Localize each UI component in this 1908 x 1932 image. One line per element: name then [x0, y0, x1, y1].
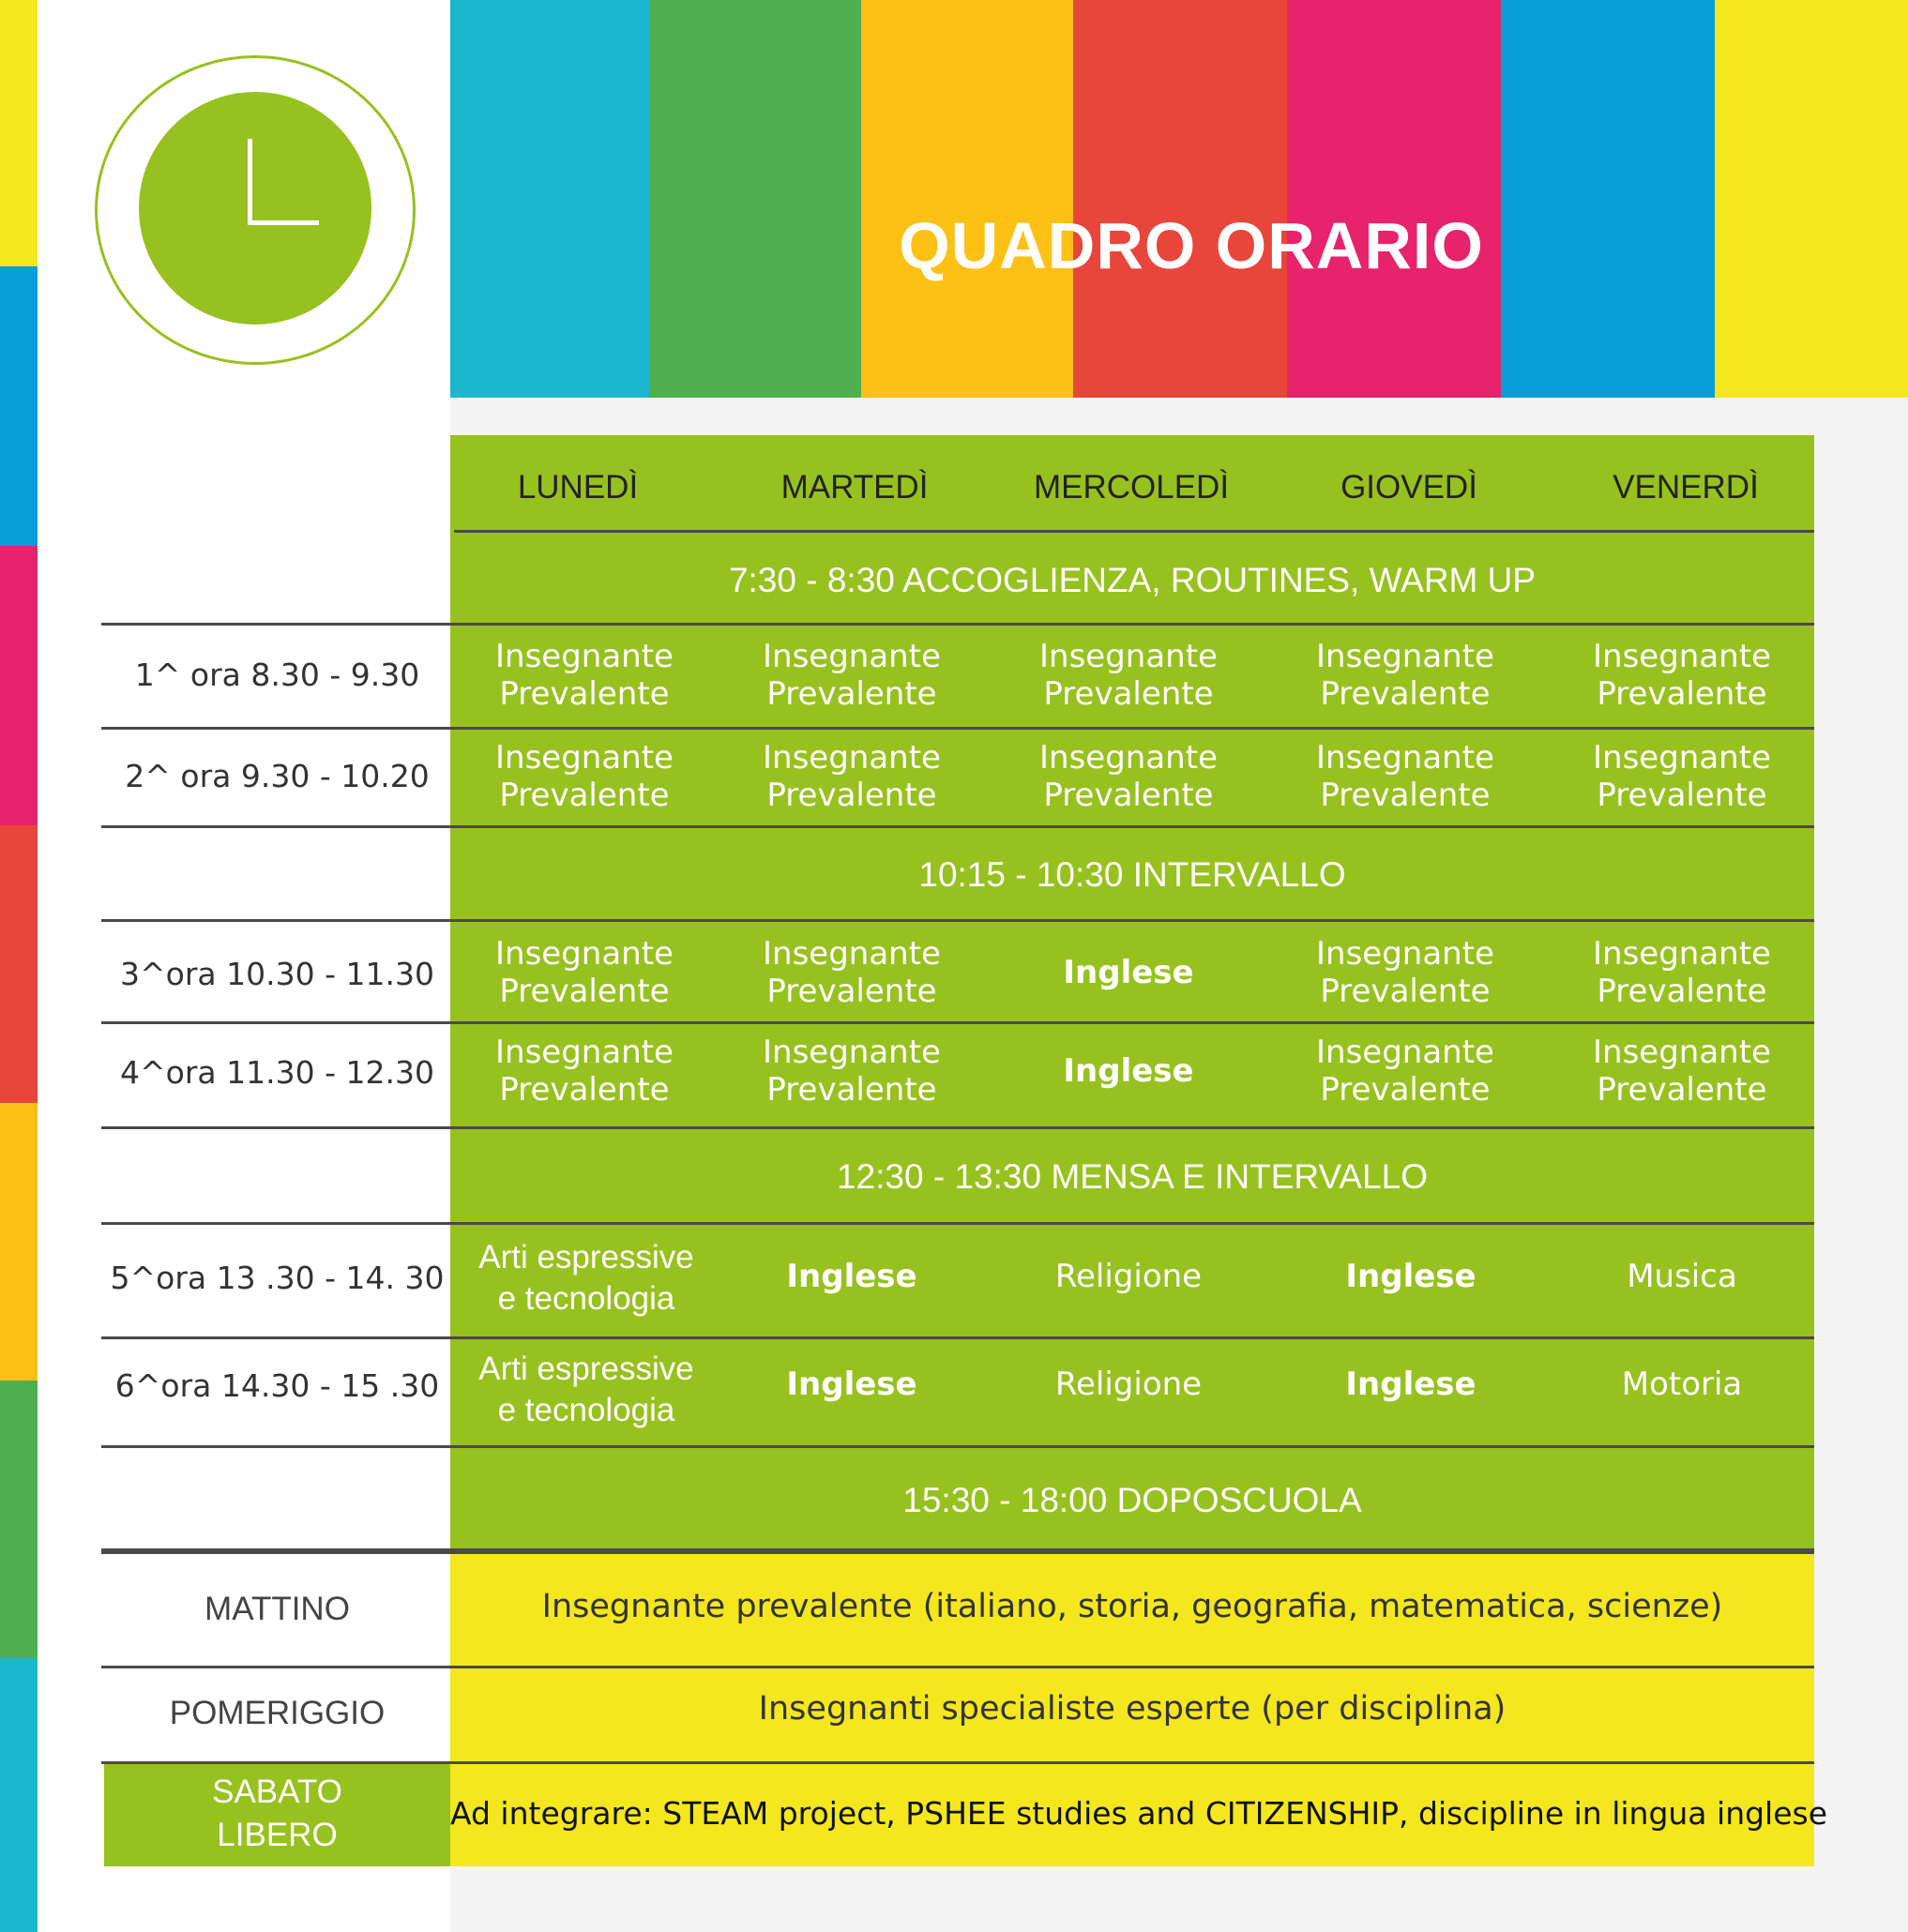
schedule-cell: Insegnante Prevalente: [495, 638, 674, 713]
day-header: VENERDÌ: [1613, 469, 1759, 506]
mattino-label: MATTINO: [204, 1591, 350, 1627]
row-divider: [101, 1126, 1814, 1129]
schedule-cell-inglese: Inglese: [1345, 1258, 1476, 1295]
schedule-cell: Arti espressive e tecnologia: [478, 1351, 694, 1428]
schedule-cell: Insegnante Prevalente: [1316, 739, 1494, 814]
schedule-cell: Religione: [1054, 1366, 1203, 1403]
sabato-label: SABATO LIBERO: [212, 1774, 342, 1853]
band-accoglienza: 7:30 - 8:30 ACCOGLIENZA, ROUTINES, WARM UP: [728, 561, 1537, 599]
schedule-cell: Insegnante Prevalente: [1039, 739, 1218, 814]
day-header: LUNEDÌ: [517, 469, 639, 506]
day-header: MARTEDÌ: [780, 469, 929, 506]
table-divider: [101, 1548, 1814, 1554]
row-divider: [101, 1222, 1814, 1225]
banner-green: [649, 0, 861, 398]
strip-orange: [0, 1103, 38, 1381]
hour-label: 1^ ora 8.30 - 9.30: [134, 657, 420, 693]
schedule-cell: Insegnante Prevalente: [763, 739, 941, 814]
sabato-text: Ad integrare: STEAM project, PSHEE studies and CITIZENSHIP, discipline in lingua inglese: [450, 1795, 1828, 1832]
row-divider: [101, 1445, 1814, 1448]
schedule-cell: Insegnante Prevalente: [763, 935, 941, 1010]
schedule-cell: Insegnante Prevalente: [1316, 1034, 1494, 1109]
row-divider: [454, 530, 1814, 533]
banner-pink: [1287, 0, 1501, 398]
hour-label: 3^ora 10.30 - 11.30: [120, 956, 434, 992]
schedule-cell: Insegnante Prevalente: [763, 638, 941, 713]
row-divider: [101, 1336, 1814, 1339]
row-divider: [101, 727, 1814, 730]
row-divider: [101, 623, 1814, 626]
schedule-cell: Insegnante Prevalente: [1593, 638, 1771, 713]
hour-label: 4^ora 11.30 - 12.30: [120, 1054, 434, 1091]
clock-hour-hand: [248, 139, 252, 225]
schedule-cell: Insegnante Prevalente: [1039, 638, 1218, 713]
schedule-cell: Insegnante Prevalente: [1593, 1034, 1771, 1109]
mattino-text: Insegnante prevalente (italiano, storia, geografia, matematica, scienze): [541, 1588, 1723, 1625]
strip-blue: [0, 266, 38, 546]
schedule-cell: Musica: [1627, 1258, 1737, 1295]
clock-face: [139, 92, 371, 325]
schedule-cell: Arti espressive e tecnologia: [478, 1239, 694, 1317]
strip-yellow: [0, 0, 38, 266]
row-divider: [101, 1021, 1814, 1024]
day-header: GIOVEDÌ: [1340, 469, 1477, 506]
schedule-cell: Insegnante Prevalente: [495, 739, 674, 814]
band-intervallo: 10:15 - 10:30 INTERVALLO: [918, 855, 1346, 894]
row-divider: [101, 1666, 1814, 1668]
schedule-cell: Insegnante Prevalente: [1593, 935, 1771, 1010]
day-header: MERCOLEDÌ: [1033, 469, 1230, 506]
schedule-cell: Insegnante Prevalente: [763, 1034, 941, 1109]
schedule-cell: Insegnante Prevalente: [495, 1034, 674, 1109]
strip-cyan: [0, 1658, 38, 1932]
row-divider: [101, 919, 1814, 922]
band-mensa: 12:30 - 13:30 MENSA E INTERVALLO: [837, 1157, 1428, 1196]
schedule-cell: Religione: [1054, 1258, 1203, 1295]
schedule-cell: Insegnante Prevalente: [1316, 935, 1494, 1010]
schedule-cell-inglese: Inglese: [786, 1366, 917, 1403]
row-divider: [101, 1761, 1814, 1764]
banner-red: [1073, 0, 1287, 398]
page-title: QUADRO ORARIO: [899, 209, 1484, 282]
schedule-cell-inglese: Inglese: [1063, 1052, 1194, 1090]
color-banner: [450, 0, 1908, 398]
pomeriggio-label: POMERIGGIO: [169, 1695, 386, 1731]
strip-pink: [0, 546, 38, 825]
schedule-cell-inglese: Inglese: [1063, 954, 1194, 991]
pomeriggio-text: Insegnanti specialiste esperte (per disciplina): [758, 1690, 1507, 1728]
row-divider: [101, 825, 1814, 828]
schedule-cell: Insegnante Prevalente: [1316, 638, 1494, 713]
schedule-cell-inglese: Inglese: [786, 1258, 917, 1295]
hour-label: 2^ ora 9.30 - 10.20: [125, 758, 430, 794]
banner-orange: [861, 0, 1073, 398]
schedule-cell: Insegnante Prevalente: [495, 935, 674, 1010]
strip-red: [0, 825, 38, 1103]
hour-label: 6^ora 14.30 - 15 .30: [114, 1367, 440, 1404]
left-color-strip: [0, 0, 38, 1932]
schedule-cell: Motoria: [1621, 1366, 1743, 1403]
hour-label: 5^ora 13 .30 - 14. 30: [110, 1260, 445, 1296]
clock-minute-hand: [248, 220, 319, 225]
schedule-cell: Insegnante Prevalente: [1593, 739, 1771, 814]
strip-green: [0, 1381, 38, 1658]
banner-blue: [1501, 0, 1715, 398]
schedule-cell-inglese: Inglese: [1345, 1366, 1476, 1403]
band-doposcuola: 15:30 - 18:00 DOPOSCUOLA: [902, 1481, 1362, 1519]
banner-yellow: [1715, 0, 1908, 398]
banner-cyan: [450, 0, 649, 398]
